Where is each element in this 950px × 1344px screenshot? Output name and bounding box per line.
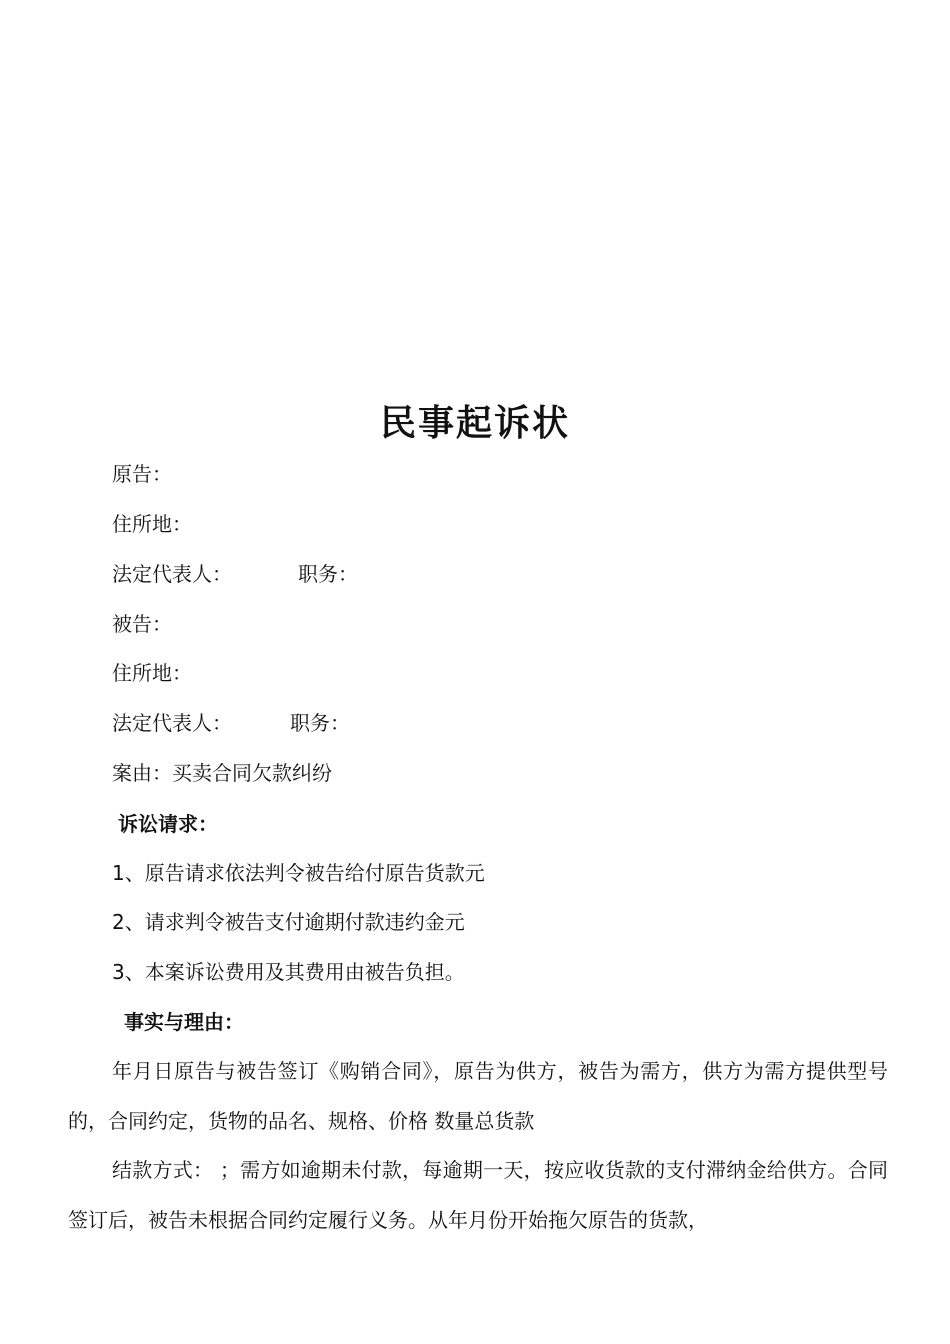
claim-item: 1、原告请求依法判令被告给付原告货款元 xyxy=(112,861,485,885)
defendant-legal-rep-label: 法定代表人： xyxy=(112,711,232,735)
document-title: 民事起诉状 xyxy=(379,402,570,444)
facts-paragraph: 结款方式： ；需方如逾期未付款，每逾期一天，按应收货款的支付滞纳金给供方。合同签订后，被告未根据合同约定履行义务。从年月份开始拖欠原告的货款， xyxy=(68,1158,888,1232)
facts-heading: 事实与理由： xyxy=(124,1010,244,1034)
facts-paragraph: 年月日原告与被告签订《购销合同》，原告为供方，被告为需方，供方为需方提供型号的，合同约定，货物的品名、规格、价格 数量总货款 xyxy=(68,1059,888,1133)
defendant-position-label: 职务： xyxy=(290,711,350,735)
plaintiff-legal-rep-row xyxy=(112,560,358,588)
plaintiff-address-label: 住所地： xyxy=(112,512,192,536)
plaintiff-legal-rep-label: 法定代表人： xyxy=(112,562,232,586)
plaintiff-position-label: 职务： xyxy=(298,562,358,586)
defendant-address-label: 住所地： xyxy=(112,661,192,685)
plaintiff-label: 原告： xyxy=(112,462,172,486)
defendant-legal-rep-row xyxy=(112,709,350,737)
claim-item: 3、本案诉讼费用及其费用由被告负担。 xyxy=(112,960,465,984)
defendant-label: 被告： xyxy=(112,612,172,636)
cause-of-action: 案由：买卖合同欠款纠纷 xyxy=(112,761,332,785)
claim-item: 2、请求判令被告支付逾期付款违约金元 xyxy=(112,910,465,934)
claims-heading: 诉讼请求： xyxy=(118,812,218,836)
